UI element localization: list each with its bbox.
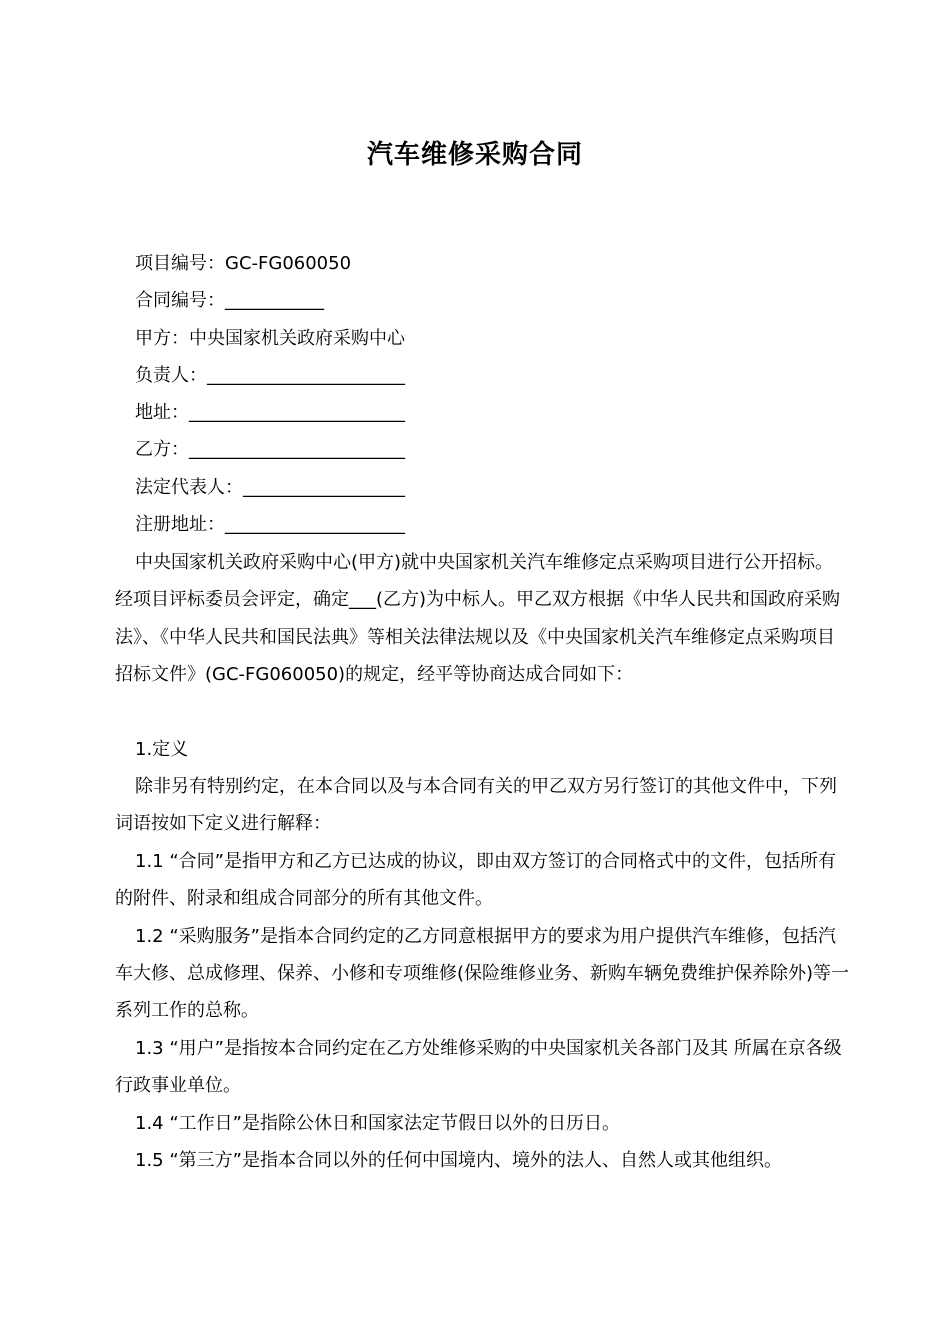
party-a-field: 甲方：中央国家机关政府采购中心 [135, 327, 405, 349]
document-title: 汽车维修采购合同 [366, 140, 583, 170]
contract-body [115, 544, 850, 1180]
definitions-lead-paragraph: 除非另有特别约定，在本合同以及与本合同有关的甲乙双方另行签订的其他文件中，下列词语按如下定义进行解释： [115, 776, 837, 835]
address-field: 地址：________________________ [135, 402, 405, 424]
responsible-person-field: 负责人：______________________ [135, 364, 405, 386]
definition-item: 1.5 “第三方”是指本合同以外的任何中国境内、境外的法人、自然人或其他组织。 [135, 1150, 782, 1172]
contract-number-field: 合同编号：___________ [135, 290, 324, 312]
project-number-field: 项目编号：GC-FG060050 [135, 253, 352, 274]
definition-item: 1.1 “合同”是指甲方和乙方已达成的协议，即由双方签订的合同格式中的文件，包括所有的附件、附录和组成合同部分的所有其他文件。 [115, 850, 836, 910]
definition-item: 1.4 “工作日”是指除公休日和国家法定节假日以外的日历日。 [135, 1112, 620, 1134]
contract-header-fields [135, 250, 855, 548]
section-heading-definitions: 1.定义 [135, 738, 189, 760]
legal-representative-field: 法定代表人：__________________ [135, 476, 405, 498]
intro-paragraph: 中央国家机关政府采购中心(甲方)就中央国家机关汽车维修定点采购项目进行公开招标。经项目评标委员会评定，确定___(乙方)为中标人。甲乙双方根据《中华人民共和国政府采购法》、《中华人民共和国民法典》等相关法律法规以及《中央国家机关汽车维修定点采购项目招标文件》(GC-FG060050)的规定，经平等协商达成合同如下： [115, 552, 841, 686]
registered-address-field: 注册地址：____________________ [135, 514, 405, 536]
definition-item: 1.2 “采购服务”是指本合同约定的乙方同意根据甲方的要求为用户提供汽车维修，包括汽车大修、总成修理、保养、小修和专项维修(保险维修业务、新购车辆免费维护保养除外)等一系列工作的总称。 [115, 925, 850, 1022]
definition-item: 1.3 “用户”是指按本合同约定在乙方处维修采购的中央国家机关各部门及其 所属在京各级行政事业单位。 [115, 1037, 842, 1097]
party-b-field: 乙方：________________________ [135, 439, 405, 461]
